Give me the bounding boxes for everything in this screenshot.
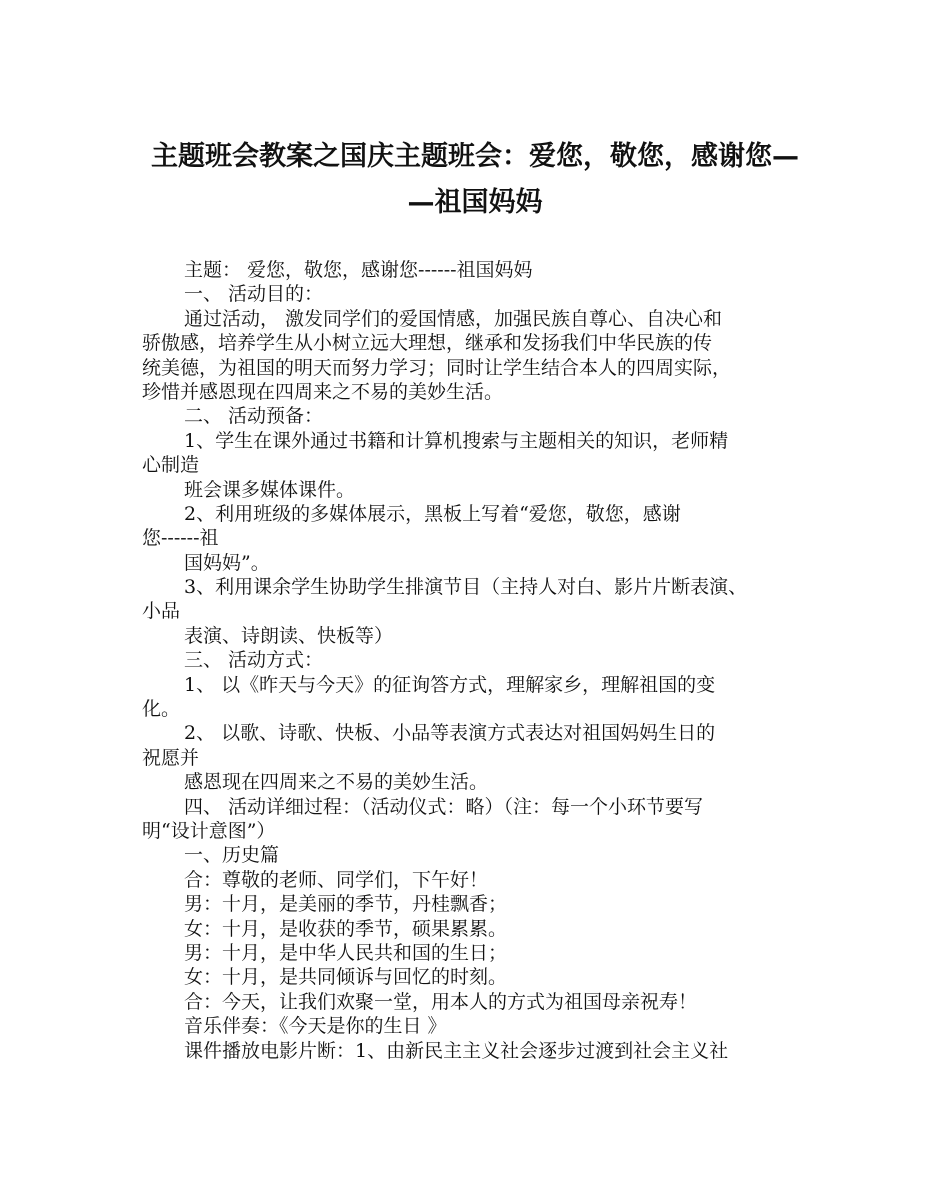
text-line: 骄傲感，培养学生从小树立远大理想，继承和发扬我们中华民族的传	[142, 332, 713, 355]
text-line: 珍惜并感恩现在四周来之不易的美妙生活。	[142, 380, 504, 403]
text-line: 祝愿并	[142, 746, 200, 769]
text-line: 1、 以《昨天与今天》的征询答方式，理解家乡，理解祖国的变	[184, 673, 716, 696]
text-line: 男：十月，是美丽的季节，丹桂飘香；	[184, 893, 508, 916]
title-line: 主题班会教案之国庆主题班会：爱您，敬您，感谢您—	[151, 141, 799, 172]
text-line: 一、 活动目的：	[184, 283, 324, 306]
text-line: 女：十月，是共同倾诉与回忆的时刻。	[184, 966, 508, 989]
text-line: 心制造	[142, 454, 200, 477]
text-line: 化。	[142, 698, 181, 721]
text-line: 通过活动， 激发同学们的爱国情感，加强民族自尊心、自决心和	[184, 307, 723, 330]
text-line: 音乐伴奏：《今天是你的生日 》	[184, 1015, 447, 1038]
text-line: 合：尊敬的老师、同学们，下午好！	[184, 868, 489, 891]
text-line: 四、 活动详细过程：（活动仪式：略）（注：每一个小环节要写	[184, 795, 704, 818]
text-line: 2、 以歌、诗歌、快板、小品等表演方式表达对祖国妈妈生日的	[184, 722, 716, 745]
document-body	[142, 258, 822, 1063]
title-line: —祖国妈妈	[407, 187, 543, 218]
text-line: 明“设计意图”）	[142, 819, 276, 842]
text-line: 您------祖	[142, 527, 219, 550]
text-line: 小品	[142, 600, 181, 623]
text-line: 感恩现在四周来之不易的美妙生活。	[184, 771, 489, 794]
text-line: 2、利用班级的多媒体展示，黑板上写着“爱您，敬您，感谢	[184, 502, 681, 525]
text-line: 国妈妈”。	[184, 551, 270, 574]
text-line: 班会课多媒体课件。	[184, 478, 356, 501]
text-line: 女：十月，是收获的季节，硕果累累。	[184, 917, 508, 940]
text-line: 一、历史篇	[184, 844, 280, 867]
text-line: 课件播放电影片断：1、由新民主主义社会逐步过渡到社会主义社	[184, 1039, 729, 1062]
document-title	[130, 134, 820, 226]
text-line: 男：十月，是中华人民共和国的生日；	[184, 941, 508, 964]
text-line: 统美德，为祖国的明天而努力学习；同时让学生结合本人的四周实际，	[142, 356, 732, 379]
text-line: 1、学生在课外通过书籍和计算机搜索与主题相关的知识，老师精	[184, 429, 729, 452]
text-line: 主题： 爱您，敬您，感谢您------祖国妈妈	[184, 259, 533, 281]
text-line: 合：今天，让我们欢聚一堂，用本人的方式为祖国母亲祝寿！	[184, 990, 698, 1013]
text-line: 表演、诗朗读、快板等）	[184, 624, 394, 647]
text-line: 3、利用课余学生协助学生排演节目（主持人对白、影片片断表演、	[184, 576, 748, 599]
text-line: 三、 活动方式：	[184, 649, 324, 672]
text-line: 二、 活动预备：	[184, 405, 324, 428]
